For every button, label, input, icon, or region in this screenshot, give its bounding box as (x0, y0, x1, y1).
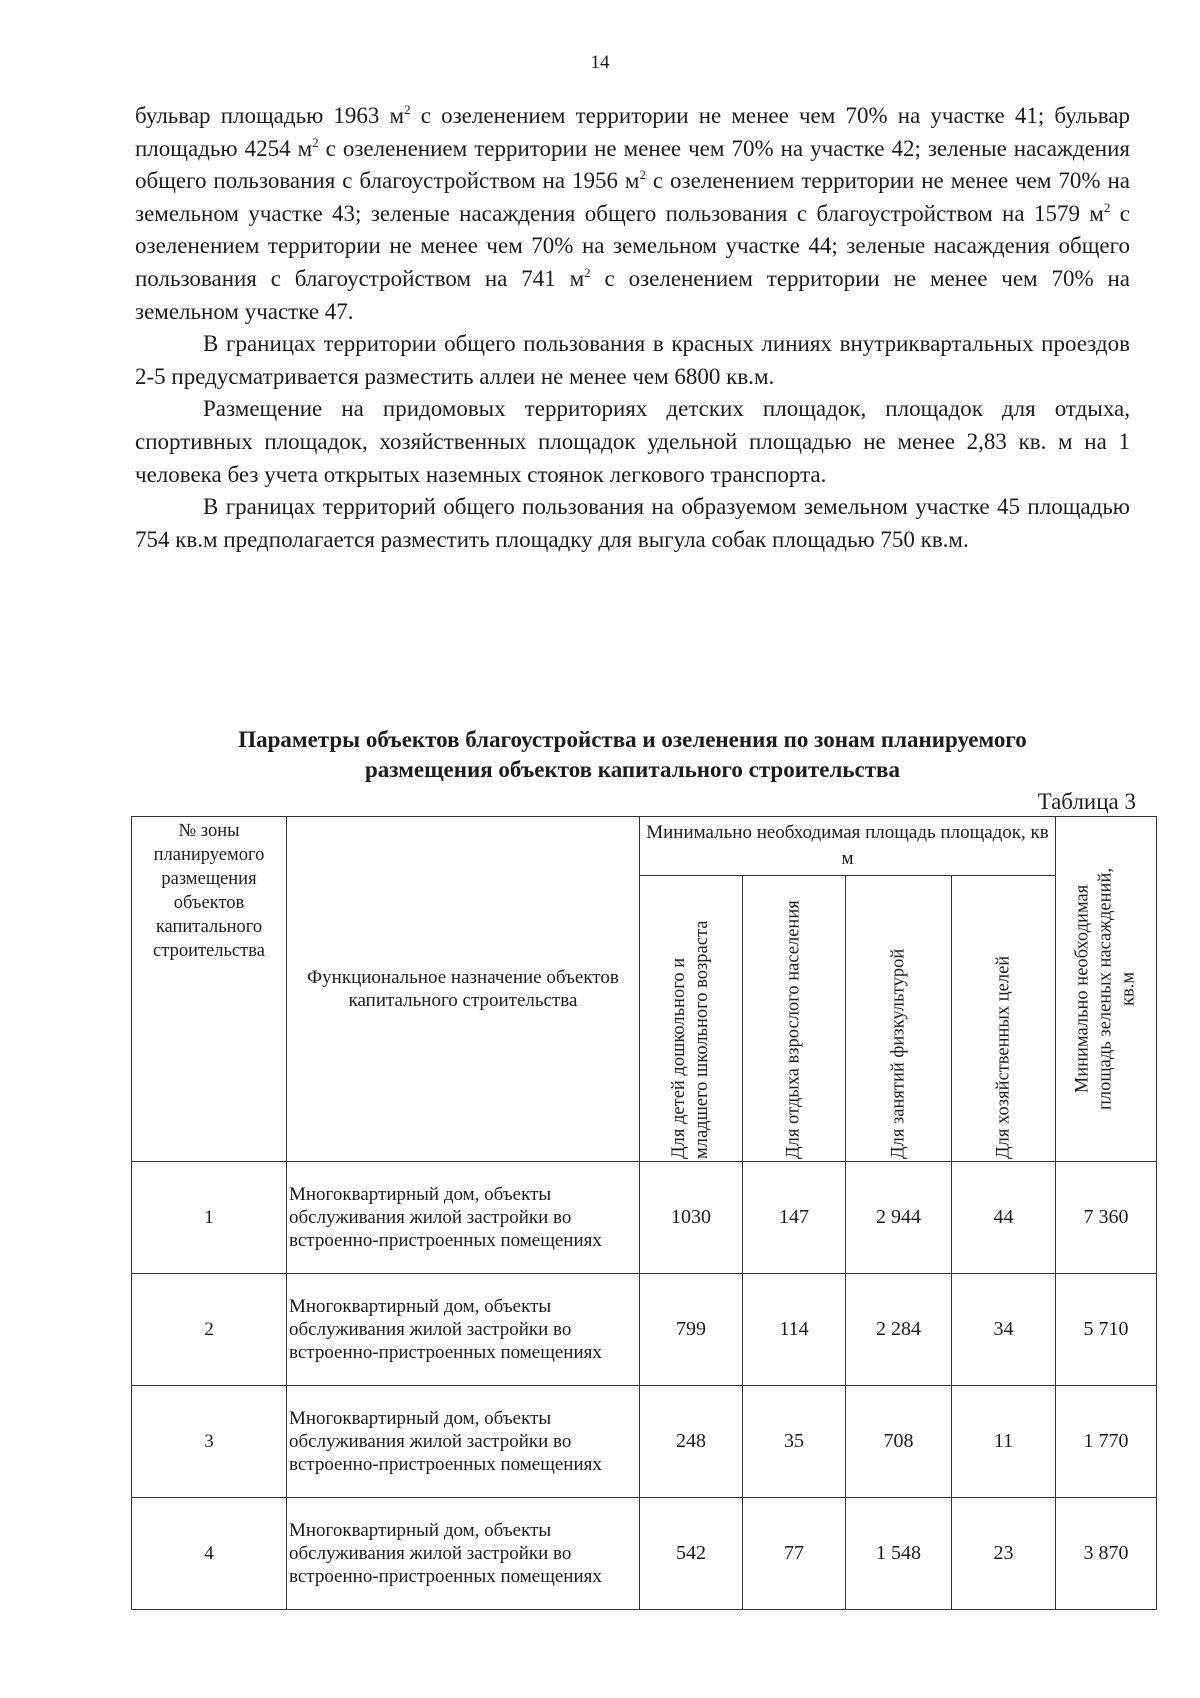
table-title: Параметры объектов благоустройства и озеленения по зонам планируемого размещения объектов капитального строительства (238, 727, 1027, 782)
zone-cell: 1 (132, 1162, 287, 1274)
header-min-area-group: Минимально необходимая площадь площадок, кв м (640, 817, 1056, 876)
header-purpose: Функциональное назначение объектов капитального строительства (287, 817, 640, 1162)
sport-cell: 708 (846, 1386, 952, 1498)
header-children: Для детей дошкольного и младшего школьного возраста (640, 876, 743, 1162)
children-cell: 799 (640, 1274, 743, 1386)
parameters-table (131, 816, 1157, 1610)
sport-cell: 2 944 (846, 1162, 952, 1274)
paragraph-alleys: В границах территории общего пользования в красных линиях внутриквартальных проездов 2-5 предусматривается разместить аллеи не менее чем 6800 кв.м. (135, 331, 1130, 389)
adults-cell: 147 (743, 1162, 846, 1274)
green-cell: 7 360 (1056, 1162, 1157, 1274)
green-cell: 1 770 (1056, 1386, 1157, 1498)
adults-cell: 35 (743, 1386, 846, 1498)
paragraph-playgrounds: Размещение на придомовых территориях детских площадок, площадок для отдыха, спортивных площадок, хозяйственных площадок удельной площадью не менее 2,83 кв. м на 1 человека без учета открытых наземных стоянок легкового транспорта. (135, 396, 1130, 487)
purpose-cell: Многоквартирный дом, объекты обслуживания жилой застройки во встроенно-пристроенных помещениях (287, 1274, 640, 1386)
purpose-cell: Многоквартирный дом, объекты обслуживания жилой застройки во встроенно-пристроенных помещениях (287, 1498, 640, 1610)
zone-cell: 3 (132, 1386, 287, 1498)
table-row (132, 1386, 1157, 1498)
household-cell: 44 (952, 1162, 1056, 1274)
table-row (132, 1162, 1157, 1274)
adults-cell: 114 (743, 1274, 846, 1386)
adults-cell: 77 (743, 1498, 846, 1610)
green-cell: 5 710 (1056, 1274, 1157, 1386)
table-row (132, 1498, 1157, 1610)
zone-cell: 4 (132, 1498, 287, 1610)
household-cell: 34 (952, 1274, 1056, 1386)
household-cell: 23 (952, 1498, 1056, 1610)
green-cell: 3 870 (1056, 1498, 1157, 1610)
purpose-cell: Многоквартирный дом, объекты обслуживания жилой застройки во встроенно-пристроенных помещениях (287, 1386, 640, 1498)
children-cell: 1030 (640, 1162, 743, 1274)
children-cell: 248 (640, 1386, 743, 1498)
page-number: 14 (590, 52, 610, 73)
household-cell: 11 (952, 1386, 1056, 1498)
header-zone: № зоны планируемого размещения объектов капитального строительства (132, 817, 287, 1162)
table-row (132, 1274, 1157, 1386)
header-household: Для хозяйственных целей (952, 876, 1056, 1162)
body-text (135, 100, 1130, 556)
children-cell: 542 (640, 1498, 743, 1610)
header-green-area: Минимально необходимая площадь зеленых насаждений, кв.м (1056, 817, 1157, 1162)
header-sport: Для занятий физкультурой (846, 876, 952, 1162)
header-adults: Для отдыха взрослого населения (743, 876, 846, 1162)
sport-cell: 1 548 (846, 1498, 952, 1610)
table-caption: Таблица 3 (1037, 789, 1136, 814)
purpose-cell: Многоквартирный дом, объекты обслуживания жилой застройки во встроенно-пристроенных помещениях (287, 1162, 640, 1274)
zone-cell: 2 (132, 1274, 287, 1386)
paragraph-parks: бульвар площадью 1963 $м^2$ с озеленением территории не менее чем 70% на участке 41; бульвар площадью 4254 $м^2$ с озеленением территории не менее чем 70% на участке 42; зеленые насаждения общего пользования с благоустройством на 1956 $м^2$ с озеленением территории не менее чем 70% на земельном участке 43; зеленые насаждения общего пользования с благоустройством на 1579 $м^2$ с озеленением территории не менее чем 70% на земельном участке 44; зеленые насаждения общего пользования с благоустройством на 741 $м^2$ с озеленением территории не менее чем 70% на земельном участке 47. (135, 102, 1130, 324)
paragraph-dog-area: В границах территорий общего пользования на образуемом земельном участке 45 площадью 754 кв.м предполагается разместить площадку для выгула собак площадью 750 кв.м. (135, 494, 1130, 552)
sport-cell: 2 284 (846, 1274, 952, 1386)
